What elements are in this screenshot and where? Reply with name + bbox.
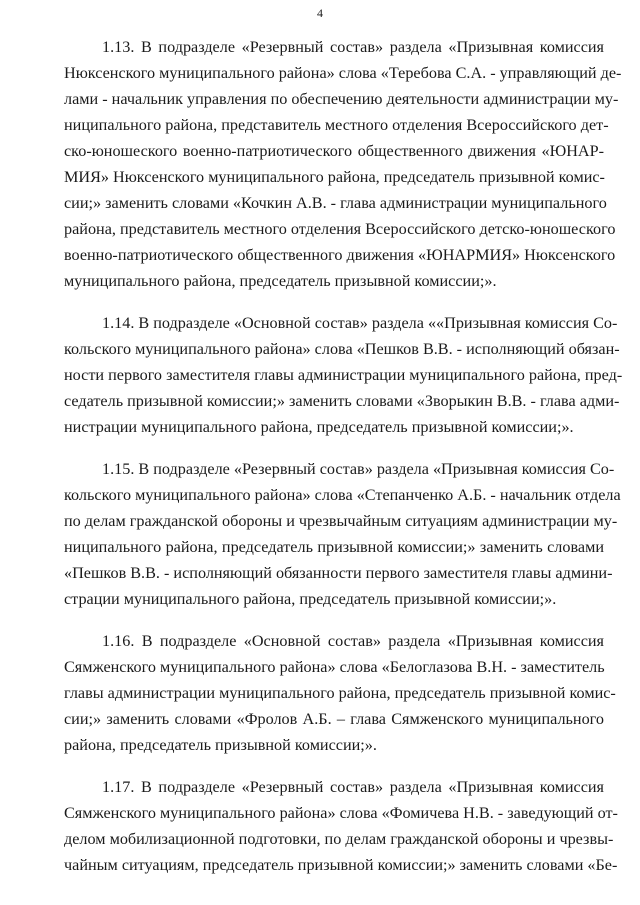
text-line: ниципального района, представитель местного отделения Всероссийского дет- xyxy=(64,116,609,134)
page-number: 4 xyxy=(317,6,323,20)
text-line: Сямженского муниципального района» слова «Белоглазова В.Н. - заместитель xyxy=(64,658,605,676)
paragraph-1-13 xyxy=(64,34,622,294)
text-line: района, представитель местного отделения Всероссийского детско-юношеского xyxy=(64,220,616,238)
text-line: главы администрации муниципального района, председатель призывной комис- xyxy=(64,684,616,702)
text-line: по делам гражданской обороны и чрезвычайным ситуациям администрации му- xyxy=(64,512,618,530)
text-line: 1.15. В подразделе «Резервный состав» раздела «Призывная комиссия Со- xyxy=(102,460,615,478)
text-line: кольского муниципального района» слова «Пешков В.В. - исполняющий обязан- xyxy=(64,340,620,358)
text-line: 1.17. В подразделе «Резервный состав» раздела «Призывная комиссия xyxy=(102,778,604,796)
text-line: района, председатель призывной комиссии;». xyxy=(64,736,377,754)
text-line: 1.16. В подразделе «Основной состав» раздела «Призывная комиссия xyxy=(102,632,604,650)
paragraph-1-16 xyxy=(64,628,616,758)
text-line: седатель призывной комиссии;» заменить словами «Зворыкин В.В. - глава адми- xyxy=(64,392,620,410)
text-line: ниципального района, председатель призывной комиссии;» заменить словами xyxy=(64,538,604,556)
text-line: военно-патриотического общественного движения «ЮНАРМИЯ» Нюксенского xyxy=(64,246,616,264)
text-line: сии;» заменить словами «Кочкин А.В. - глава администрации муниципального xyxy=(64,194,607,212)
text-line: ско-юношеского военно-патриотического общественного движения «ЮНАР- xyxy=(64,142,604,160)
text-line: Сямженского муниципального района» слова «Фомичева Н.В. - заведующий от- xyxy=(64,804,618,822)
text-line: ности первого заместителя главы администрации муниципального района, пред- xyxy=(64,366,623,384)
paragraph-1-15 xyxy=(64,456,621,612)
text-line: страции муниципального района, председатель призывной комиссии;». xyxy=(64,590,557,608)
paragraph-1-17 xyxy=(64,774,618,878)
text-line: 1.14. В подразделе «Основной состав» раздела ««Призывная комиссия Со- xyxy=(102,314,618,332)
text-line: муниципального района, председатель призывной комиссии;». xyxy=(64,272,497,290)
document-body xyxy=(64,34,623,894)
text-line: нистрации муниципального района, председатель призывной комиссии;». xyxy=(64,418,574,436)
text-line: МИЯ» Нюксенского муниципального района, председатель призывной комис- xyxy=(64,168,605,186)
text-line: чайным ситуациям, председатель призывной комиссии;» заменить словами «Бе- xyxy=(64,856,618,874)
text-line: Нюксенского муниципального района» слова «Теребова С.А. - управляющий де- xyxy=(64,64,622,82)
text-line: кольского муниципального района» слова «Степанченко А.Б. - начальник отдела xyxy=(64,486,621,504)
text-line: «Пешков В.В. - исполняющий обязанности первого заместителя главы админи- xyxy=(64,564,613,582)
text-line: лами - начальник управления по обеспечению деятельности администрации му- xyxy=(64,90,619,108)
text-line: 1.13. В подразделе «Резервный состав» раздела «Призывная комиссия xyxy=(102,38,604,56)
paragraph-1-14 xyxy=(64,310,623,440)
text-line: сии;» заменить словами «Фролов А.Б. – глава Сямженского муниципального xyxy=(64,710,604,728)
text-line: делом мобилизационной подготовки, по делам гражданской обороны и чрезвы- xyxy=(64,830,614,848)
